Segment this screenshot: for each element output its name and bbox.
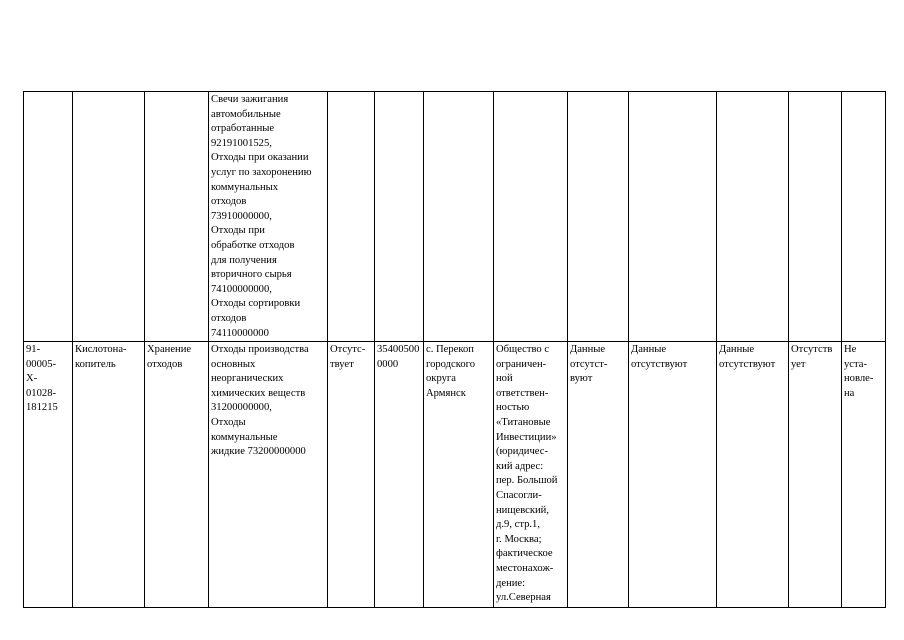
- cell-registry-number: [24, 92, 73, 342]
- cell-status: Не уста- новле- на: [842, 342, 886, 608]
- cell-data-1: [568, 92, 629, 342]
- cell-data-3: [717, 92, 789, 342]
- cell-registry-number: 91- 00005- Х- 01028- 181215: [24, 342, 73, 608]
- cell-data-2: [629, 92, 717, 342]
- table-row-record: [24, 342, 886, 608]
- cell-operator: Общество с ограничен- ной ответствен- ностью «Титановые Инвестиции» (юридичес- кий адрес: пер. Большой Спасогли- нищевский, д.9, стр.1, г. Москва; фактическое местонахож- дение: ул.Северная: [494, 342, 568, 608]
- table-row-continuation: [24, 92, 886, 342]
- cell-data-3: Данные отсутствуют: [717, 342, 789, 608]
- cell-object-name: Кислотона- копитель: [73, 342, 145, 608]
- cell-data-2: Данные отсутствуют: [629, 342, 717, 608]
- cell-oktmo-code: 35400500 0000: [375, 342, 424, 608]
- cell-waste-types: Отходы производства основных неорганических химических веществ 31200000000, Отходы коммунальные жидкие 73200000000: [209, 342, 328, 608]
- cell-object-purpose: Хранение отходов: [145, 342, 209, 608]
- cell-waste-types: Свечи зажигания автомобильные отработанные 92191001525, Отходы при оказании услуг по захоронению коммунальных отходов 73910000000, Отходы при обработке отходов для получения вторичного сырья 74100000000, Отходы сортировки отходов 74110000000: [209, 92, 328, 342]
- cell-data-1: Данные отсутст- вуют: [568, 342, 629, 608]
- cell-oktmo-code: [375, 92, 424, 342]
- cell-status: [842, 92, 886, 342]
- cell-object-name: [73, 92, 145, 342]
- cell-usage: [328, 92, 375, 342]
- cell-absence: [789, 92, 842, 342]
- cell-location: [424, 92, 494, 342]
- cell-absence: Отсутств ует: [789, 342, 842, 608]
- waste-registry-table: [23, 91, 886, 608]
- cell-location: с. Перекоп городского округа Армянск: [424, 342, 494, 608]
- cell-operator: [494, 92, 568, 342]
- cell-usage: Отсутс- твует: [328, 342, 375, 608]
- cell-object-purpose: [145, 92, 209, 342]
